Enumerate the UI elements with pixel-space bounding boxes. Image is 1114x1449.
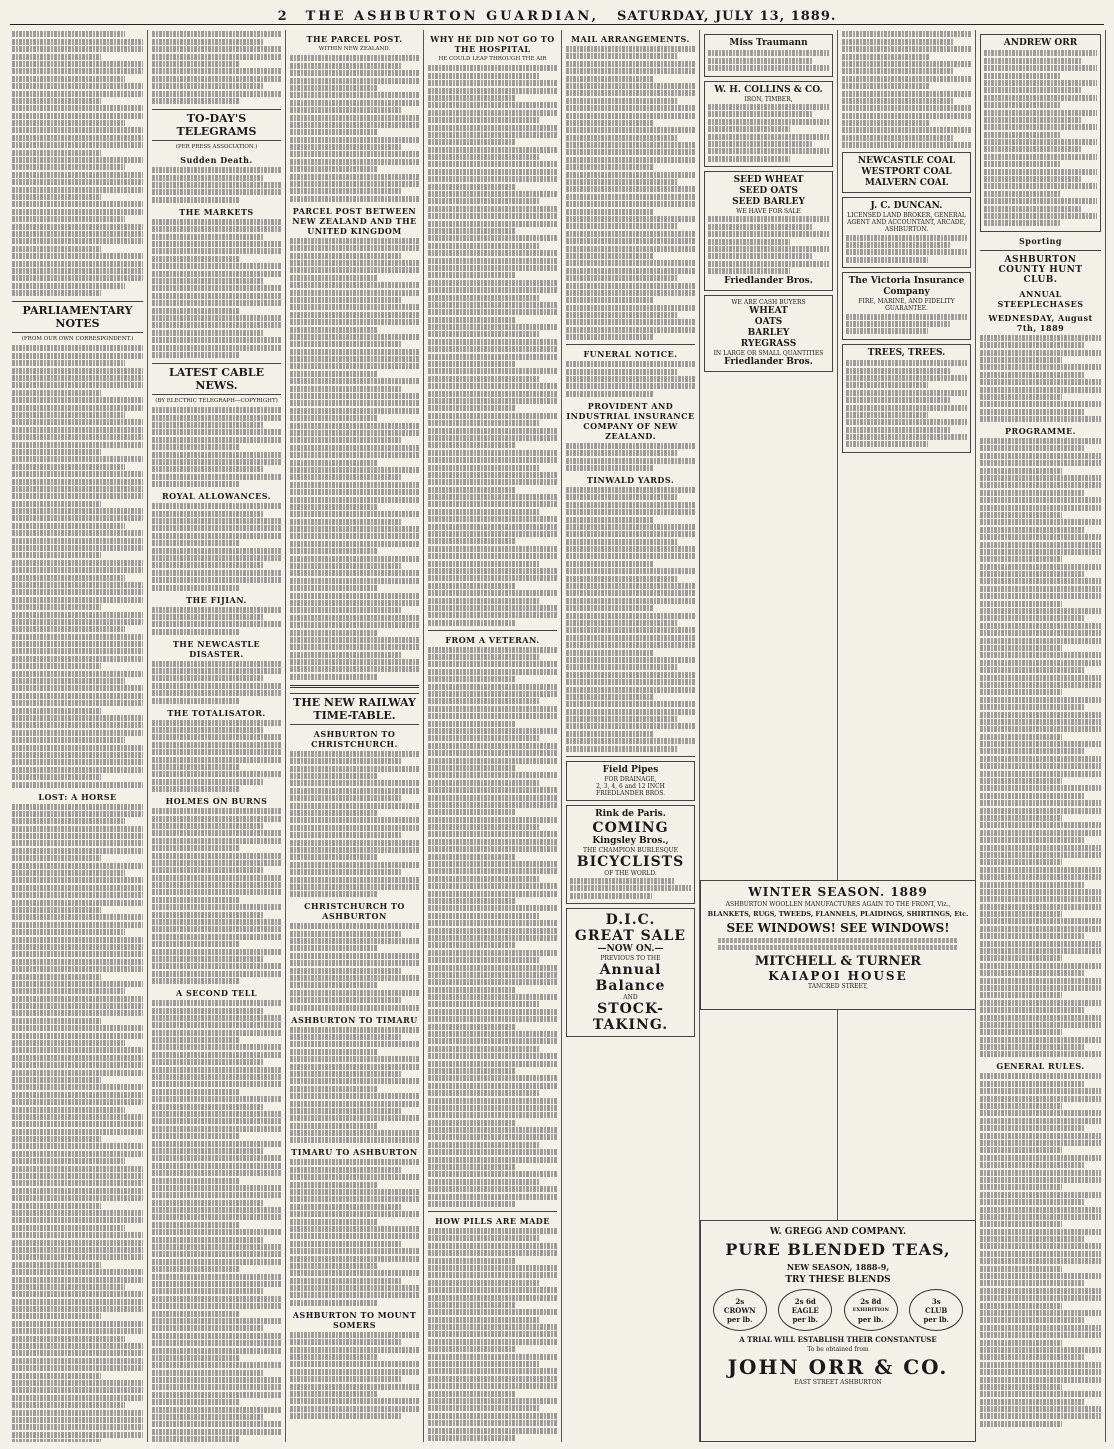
gregg-trial: A TRIAL WILL ESTABLISH THEIR CONSTANTUSE <box>739 1335 937 1344</box>
andrew-orr: ANDREW ORR <box>1003 38 1078 48</box>
column-5 <box>562 30 700 1442</box>
steeplechases-heading: ANNUAL STEEPLECHASES <box>997 288 1084 309</box>
press-association: (PER PRESS ASSOCIATION.) <box>175 143 258 150</box>
telegrams-heading: TO-DAY'S TELEGRAMS <box>152 109 281 141</box>
dic-sale: GREAT SALE <box>574 928 687 945</box>
parcel-post-heading: THE PARCEL POST. <box>306 34 403 44</box>
page-number: 2 <box>277 8 288 24</box>
rink-world: OF THE WORLD. <box>604 869 657 877</box>
buy-wheat: WHEAT <box>749 305 788 316</box>
hospital-sub: HE COULD LEAP THROUGH THE AIR <box>438 56 547 62</box>
sudden-death-heading: Sudden Death. <box>180 155 253 166</box>
winter-windows: SEE WINDOWS! SEE WINDOWS! <box>726 921 950 935</box>
winter-goods: BLANKETS, RUGS, TWEEDS, FLANNELS, PLAIDINGS, SHIRTINGS, Etc. <box>707 910 969 918</box>
gregg-teas-ad <box>700 1220 976 1442</box>
parliamentary-sub: (FROM OUR OWN CORRESPONDENT.) <box>21 336 134 343</box>
tancred-street: TANCRED STREET, <box>808 983 868 990</box>
issue-date: SATURDAY, JULY 13, 1889. <box>617 8 837 24</box>
royal-allowances-heading: ROYAL ALLOWANCES. <box>161 491 272 502</box>
ashburton-timaru: ASHBURTON TO TIMARU <box>291 1014 418 1025</box>
mail-heading: MAIL ARRANGEMENTS. <box>571 34 690 44</box>
pills-heading: HOW PILLS ARE MADE <box>435 1216 550 1226</box>
cash-buyers-ad <box>704 295 833 372</box>
blend-eagle: 2s 6d EAGLE per lb. <box>778 1289 832 1331</box>
field-pipes-drainage: FOR DRAINAGE, <box>604 775 657 783</box>
blend-club: 3s CLUB per lb. <box>909 1289 963 1331</box>
gregg-season: NEW SEASON, 1888-9, <box>786 1262 890 1272</box>
hunt-club-heading: ASHBURTON COUNTY HUNT CLUB. <box>998 254 1083 285</box>
hospital-heading: WHY HE DID NOT GO TO THE HOSPITAL <box>430 34 555 54</box>
parliamentary-heading: PARLIAMENTARY NOTES <box>12 301 143 333</box>
rink-coming: COMING <box>592 819 669 836</box>
duncan-ad <box>842 197 971 268</box>
rink-title: Rink de Paris. <box>595 808 666 819</box>
collins-name: W. H. COLLINS & CO. <box>714 84 823 95</box>
collins-sub: IRON, TIMBER, <box>744 95 793 103</box>
mitchell-turner: MITCHELL & TURNER <box>754 954 922 969</box>
have-for-sale: WE HAVE FOR SALE <box>736 208 801 216</box>
victoria-sub: FIRE, MARINE, AND FIDELITY GUARANTEE. <box>858 298 955 313</box>
dic-stock: STOCK-TAKING. <box>592 1001 669 1034</box>
newcastle-disaster-heading: THE NEWCASTLE DISASTER. <box>172 638 261 659</box>
fijian-heading: THE FIJIAN. <box>186 594 247 605</box>
second-tell-heading: A SECOND TELL <box>175 988 258 999</box>
dic-annual: Annual Balance <box>595 962 666 995</box>
parcel-post-sub: WITHIN NEW ZEALAND. <box>318 46 391 52</box>
cash-buyers: WE ARE CASH BUYERS <box>731 298 806 306</box>
dic-previous: PREVIOUS TO THE <box>600 955 661 963</box>
column-4 <box>424 30 562 1442</box>
kaiapoi-house: KAIAPOI HOUSE <box>768 969 908 983</box>
veteran-heading: FROM A VETERAN. <box>445 634 540 645</box>
cable-news-heading: LATEST CABLE NEWS. <box>152 363 281 395</box>
rink-kingsley: Kingsley Bros., <box>592 835 669 846</box>
gregg-teas: PURE BLENDED TEAS, <box>725 1240 951 1259</box>
dic-title: D.I.C. <box>605 912 656 929</box>
gregg-street: EAST STREET ASHBURTON <box>794 1379 882 1386</box>
cable-sub: (BY ELECTRIC TELEGRAPH—COPYRIGHT) <box>155 397 278 404</box>
seed-ad <box>704 171 833 291</box>
victoria-ad <box>842 272 971 340</box>
friedlander-1: Friedlander Bros. <box>724 275 813 286</box>
parcel-uk-heading: PARCEL POST BETWEEN NEW ZEALAND AND THE UNITED KINGDOM <box>292 205 417 236</box>
masthead <box>10 8 1104 25</box>
programme-heading: PROGRAMME. <box>1005 426 1076 437</box>
orr-ad <box>980 34 1101 232</box>
duncan-name: J. C. DUNCAN. <box>870 201 943 212</box>
newspaper-title: THE ASHBURTON GUARDIAN, <box>305 8 600 24</box>
winter-title: WINTER SEASON. 1889 <box>748 885 928 899</box>
trees-title: TREES, TREES. <box>867 347 946 358</box>
markets-heading: THE MARKETS <box>179 206 254 217</box>
sporting-heading: Sporting <box>1018 235 1063 246</box>
gregg-obtained: To be obtained from <box>807 1346 869 1353</box>
small-quantities: IN LARGE OR SMALL QUANTITIES <box>713 349 824 357</box>
victoria-name: The Victoria Insurance Company <box>848 276 965 298</box>
tea-blends <box>707 1289 969 1331</box>
field-pipes-sizes: 2, 3, 4, 6 and 12 INCH <box>596 782 665 790</box>
seed-oats: SEED OATS <box>739 186 798 197</box>
traumann-ad <box>704 34 833 77</box>
totalisator-heading: THE TOTALISATOR. <box>167 707 266 718</box>
trees-ad <box>842 344 971 453</box>
race-date: WEDNESDAY, August 7th, 1889 <box>988 312 1093 333</box>
ashburton-christchurch: ASHBURTON TO CHRISTCHURCH. <box>311 728 398 749</box>
rink-champion: THE CHAMPION BURLESQUE <box>582 846 679 854</box>
ashburton-mount-somers: ASHBURTON TO MOUNT SOMERS <box>292 1309 417 1330</box>
winter-season-ad <box>700 880 976 1010</box>
buy-oats: OATS <box>754 316 783 327</box>
seed-barley: SEED BARLEY <box>732 197 805 208</box>
newcastle-coal: NEWCASTLE COAL <box>857 156 956 167</box>
john-orr: JOHN ORR & CO. <box>727 1355 949 1379</box>
railway-heading: THE NEW RAILWAY TIME-TABLE. <box>290 693 419 725</box>
coal-ad <box>842 152 971 193</box>
gregg-name: W. GREGG AND COMPANY. <box>769 1227 907 1237</box>
malvern-coal: MALVERN COAL <box>864 178 949 189</box>
field-pipes-seller: FRIEDLANDER BROS. <box>595 789 666 797</box>
column-1 <box>8 30 148 1442</box>
buy-barley: BARLEY <box>747 327 790 338</box>
collins-ad <box>704 81 833 168</box>
blend-crown: 2s CROWN per lb. <box>713 1289 767 1331</box>
timaru-ashburton: TIMARU TO ASHBURTON <box>291 1147 418 1158</box>
westport-coal: WESTPORT COAL <box>861 167 952 178</box>
tinwald-heading: TINWALD YARDS. <box>586 474 675 485</box>
column-8 <box>976 30 1106 1442</box>
dic-and: AND <box>623 994 638 1002</box>
rules-heading: GENERAL RULES. <box>996 1061 1085 1072</box>
lost-horse-heading: LOST: A HORSE <box>38 791 117 802</box>
dic-now-on: —NOW ON.— <box>597 944 664 955</box>
holmes-heading: HOLMES ON BURNS <box>165 796 268 807</box>
dic-ad <box>566 908 695 1037</box>
seed-wheat: SEED WHEAT <box>733 175 804 186</box>
rink-ad <box>566 805 695 905</box>
gregg-try: TRY THESE BLENDS <box>785 1275 891 1285</box>
column-2 <box>148 30 286 1442</box>
christchurch-ashburton: CHRISTCHURCH TO ASHBURTON <box>304 901 405 922</box>
traumann-name: Miss Traumann <box>729 38 808 48</box>
winter-sub: ASHBURTON WOOLLEN MANUFACTURES AGAIN TO THE FRONT, Viz., <box>725 901 951 908</box>
duncan-sub: LICENSED LAND BROKER, GENERAL AGENT AND ACCOUNTANT, ARCADE, ASHBURTON. <box>847 212 966 234</box>
rink-bicyclists: BICYCLISTS <box>576 853 685 870</box>
blend-exhibition: 2s 8d EXHIBITION per lb. <box>844 1289 898 1331</box>
field-pipes-title: Field Pipes <box>602 764 659 775</box>
friedlander-2: Friedlander Bros. <box>724 356 813 367</box>
field-pipes-ad <box>566 761 695 801</box>
column-3 <box>286 30 424 1442</box>
funeral-heading: FUNERAL NOTICE. <box>583 349 678 360</box>
buy-ryegrass: RYEGRASS <box>740 338 797 349</box>
provident-heading: PROVIDENT AND INDUSTRIAL INSURANCE COMPANY OF NEW ZEALAND. <box>566 400 695 441</box>
